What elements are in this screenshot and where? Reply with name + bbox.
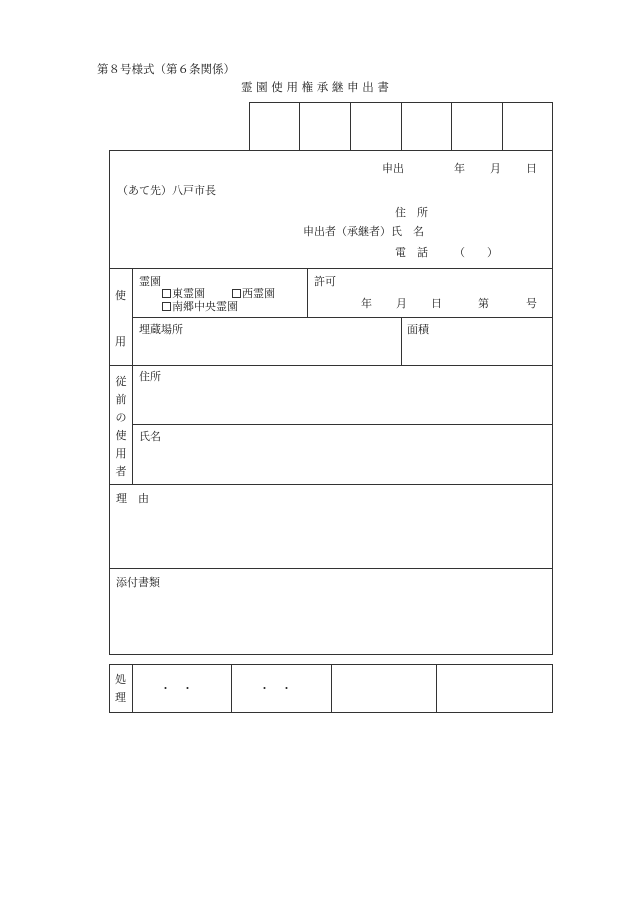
processing-side-label-1: 処 (115, 673, 126, 686)
applicant-phone-label: 電 話 (395, 246, 428, 259)
usage-side-label-2: 用 (115, 335, 126, 348)
cemetery-option-west[interactable]: 西霊園 (232, 288, 275, 299)
addressee: （あて先）八戸市長 (117, 184, 216, 197)
permit-label: 許可 (314, 275, 336, 288)
form-title: 霊 園 使 用 権 承 継 申 出 書 (241, 80, 389, 94)
checkbox-nango[interactable] (162, 302, 171, 311)
previous-user-side-label: 従 前 の 使 用 者 (115, 375, 127, 478)
processing-cell-2-dots: ・ ・ (259, 682, 292, 695)
applicant-name-label: 申出者（承継者）氏 名 (303, 225, 424, 238)
previous-address-label: 住所 (139, 370, 161, 383)
burial-place-label: 埋蔵場所 (139, 323, 183, 336)
previous-name-label: 氏名 (139, 430, 161, 443)
usage-side-label-1: 使 (115, 289, 126, 302)
attachments-label: 添付書類 (116, 576, 160, 589)
permit-day: 日 (431, 297, 442, 310)
date-label: 申出 (382, 162, 404, 175)
form-number: 第８号様式（第６条関係） (97, 62, 235, 76)
date-month: 月 (490, 162, 501, 175)
date-day: 日 (526, 162, 537, 175)
date-year: 年 (454, 162, 465, 175)
processing-side-label-2: 理 (115, 691, 126, 704)
permit-month: 月 (396, 297, 407, 310)
phone-parens: （ ） (454, 246, 498, 259)
area-label: 面積 (407, 323, 429, 336)
permit-no-prefix: 第 (478, 297, 489, 310)
permit-no-suffix: 号 (526, 297, 537, 310)
permit-year: 年 (361, 297, 372, 310)
cemetery-label: 霊園 (139, 275, 161, 288)
checkbox-west[interactable] (232, 289, 241, 298)
cemetery-option-nango[interactable]: 南郷中央霊園 (162, 301, 238, 312)
processing-cell-1-dots: ・ ・ (160, 682, 193, 695)
cemetery-option-east[interactable]: 東霊園 (162, 288, 205, 299)
reason-label: 理 由 (116, 492, 149, 505)
applicant-address-label: 住 所 (395, 206, 428, 219)
checkbox-east[interactable] (162, 289, 171, 298)
